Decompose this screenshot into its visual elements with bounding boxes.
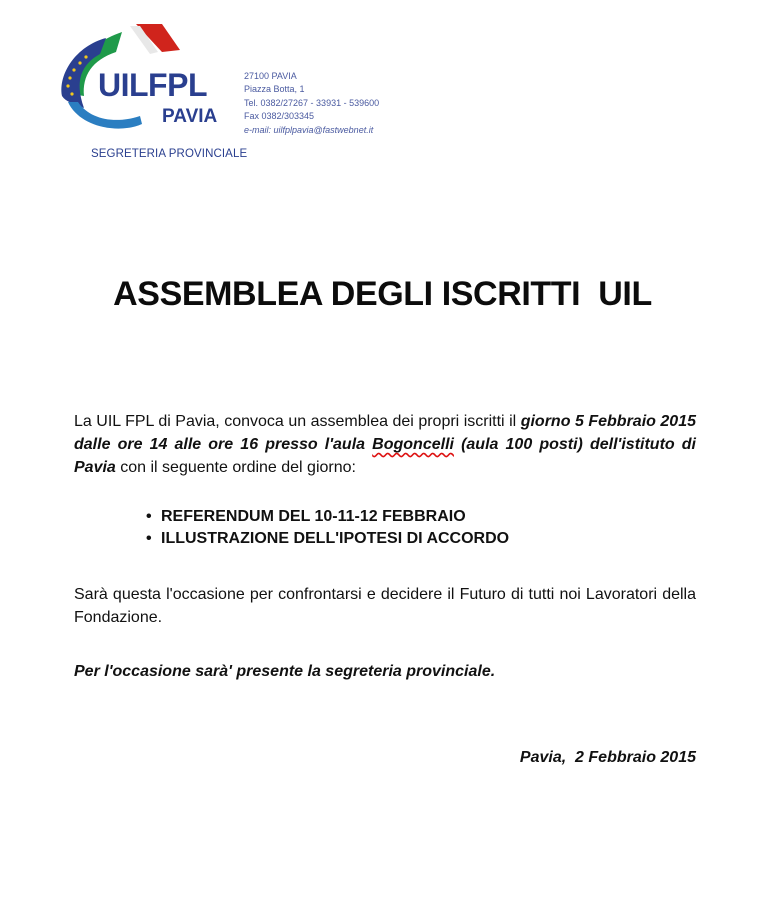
department-label: SEGRETERIA PROVINCIALE bbox=[91, 148, 248, 160]
closing-paragraph: Sarà questa l'occasione per confrontarsi e decidere il Futuro di tutti noi Lavoratori della Fondazione. bbox=[74, 586, 696, 626]
uilfpl-logo bbox=[54, 24, 244, 136]
agenda-item-text: ILLUSTRAZIONE DELL'IPOTESI DI ACCORDO bbox=[161, 530, 510, 547]
intro-bold-text: giorno 5 Febbraio 2015 dalle ore 14 alle ore 16 presso l'aula bbox=[74, 413, 696, 453]
address-block bbox=[244, 70, 379, 137]
phone-line: Tel. 0382/27267 - 33931 - 539600 bbox=[244, 97, 380, 108]
intro-text-end: con il seguente ordine del giorno: bbox=[115, 459, 356, 476]
intro-room-name: Bogoncelli bbox=[372, 436, 454, 453]
agenda-list bbox=[146, 506, 509, 550]
agenda-item-text: REFERENDUM DEL 10-11-12 FEBBRAIO bbox=[161, 508, 466, 525]
logo-city-text: PAVIA bbox=[162, 106, 218, 127]
notice-paragraph: Per l'occasione sarà' presente la segreteria provinciale. bbox=[74, 663, 496, 680]
logo-blue-swoosh bbox=[68, 102, 142, 129]
address-line: Piazza Botta, 1 bbox=[244, 84, 305, 95]
bullet-icon: • bbox=[146, 530, 152, 547]
agenda-item bbox=[146, 506, 509, 528]
email-line: e-mail: uilfplpavia@fastwebnet.it bbox=[244, 124, 374, 135]
fax-line: Fax 0382/303345 bbox=[244, 111, 315, 122]
bullet-icon: • bbox=[146, 508, 152, 525]
place-date-signature: Pavia, 2 Febbraio 2015 bbox=[519, 749, 696, 766]
intro-paragraph bbox=[74, 410, 696, 479]
agenda-item bbox=[146, 528, 509, 550]
intro-text-start: La UIL FPL di Pavia, convoca un assemblea dei propri iscritti il bbox=[74, 413, 521, 430]
document-title: ASSEMBLEA DEGLI ISCRITTI UIL bbox=[113, 275, 652, 313]
address-line: 27100 PAVIA bbox=[244, 71, 297, 81]
logo-brand-text: UILFPL bbox=[98, 67, 207, 103]
intro-bold-text-2: (aula 100 posti) dell'istituto di Pavia bbox=[74, 436, 697, 476]
